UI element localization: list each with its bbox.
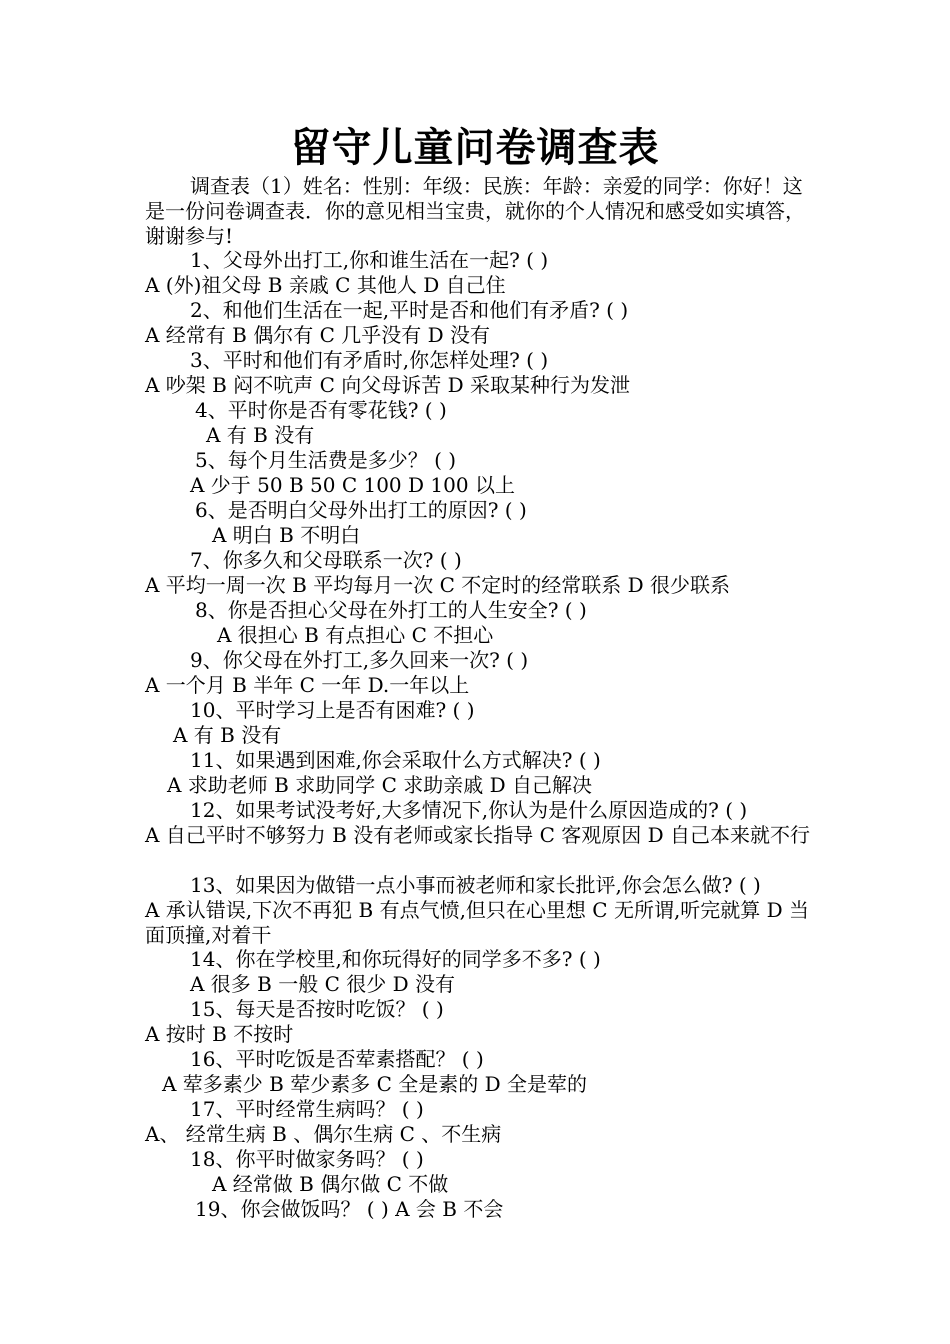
question-5: 5、每个月生活费是多少？ ( ) — [195, 448, 457, 472]
question-15: 15、每天是否按时吃饭？ ( ) — [190, 997, 444, 1021]
document-title: 留守儿童问卷调查表 — [290, 124, 660, 171]
question-3: 3、平时和他们有矛盾时,你怎样处理? ( ) — [190, 348, 549, 372]
options-8: A 很担心 B 有点担心 C 不担心 — [217, 623, 494, 647]
question-2: 2、和他们生活在一起,平时是否和他们有矛盾? ( ) — [190, 298, 629, 322]
question-18: 18、你平时做家务吗？ ( ) — [190, 1147, 424, 1171]
question-17: 17、平时经常生病吗？ ( ) — [190, 1097, 424, 1121]
options-7: A 平均一周一次 B 平均每月一次 C 不定时的经常联系 D 很少联系 — [145, 573, 730, 597]
options-16: A 荤多素少 B 荤少素多 C 全是素的 D 全是荤的 — [162, 1072, 587, 1096]
options-17: A、 经常生病 B 、偶尔生病 C 、不生病 — [145, 1122, 502, 1146]
options-12: A 自己平时不够努力 B 没有老师或家长指导 C 客观原因 D 自己本来就不行 — [145, 823, 810, 847]
options-3: A 吵架 B 闷不吭声 C 向父母诉苦 D 采取某种行为发泄 — [145, 373, 630, 397]
question-8: 8、你是否担心父母在外打工的人生安全? ( ) — [195, 598, 587, 622]
question-12: 12、如果考试没考好,大多情况下,你认为是什么原因造成的? ( ) — [190, 798, 748, 822]
intro-paragraph: 调查表（1）姓名：性别：年级：民族：年龄：亲爱的同学：你好！这是一份问卷调查表．你的意见相当宝贵，就你的个人情况和感受如实填答，谢谢参与! — [145, 174, 805, 248]
options-11: A 求助老师 B 求助同学 C 求助亲戚 D 自己解决 — [167, 773, 592, 797]
options-15: A 按时 B 不按时 — [145, 1022, 294, 1046]
options-2: A 经常有 B 偶尔有 C 几乎没有 D 没有 — [145, 323, 490, 347]
options-1: A (外)祖父母 B 亲戚 C 其他人 D 自己住 — [145, 273, 506, 297]
question-4: 4、平时你是否有零花钱? ( ) — [195, 398, 447, 422]
options-9: A 一个月 B 半年 C 一年 D.一年以上 — [145, 673, 470, 697]
question-1: 1、父母外出打工,你和谁生活在一起? ( ) — [190, 248, 549, 272]
options-13: A 承认错误,下次不再犯 B 有点气愤,但只在心里想 C 无所谓,听完就算 D 当面顶撞,对着干 — [145, 898, 810, 947]
options-10: A 有 B 没有 — [173, 723, 282, 747]
question-10: 10、平时学习上是否有困难? ( ) — [190, 698, 475, 722]
options-14: A 很多 B 一般 C 很少 D 没有 — [190, 972, 455, 996]
options-6: A 明白 B 不明白 — [212, 523, 361, 547]
question-7: 7、你多久和父母联系一次? ( ) — [190, 548, 462, 572]
question-19: 19、你会做饭吗？ ( ) A 会 B 不会 — [195, 1197, 504, 1221]
options-18: A 经常做 B 偶尔做 C 不做 — [212, 1172, 449, 1196]
question-6: 6、是否明白父母外出打工的原因? ( ) — [195, 498, 527, 522]
options-5: A 少于 50 B 50 C 100 D 100 以上 — [190, 473, 515, 497]
question-16: 16、平时吃饭是否荤素搭配？ ( ) — [190, 1047, 484, 1071]
question-9: 9、你父母在外打工,多久回来一次? ( ) — [190, 648, 529, 672]
options-4: A 有 B 没有 — [206, 423, 315, 447]
question-11: 11、如果遇到困难,你会采取什么方式解决? ( ) — [190, 748, 601, 772]
question-14: 14、你在学校里,和你玩得好的同学多不多? ( ) — [190, 947, 601, 971]
question-13: 13、如果因为做错一点小事而被老师和家长批评,你会怎么做? ( ) — [190, 873, 761, 897]
